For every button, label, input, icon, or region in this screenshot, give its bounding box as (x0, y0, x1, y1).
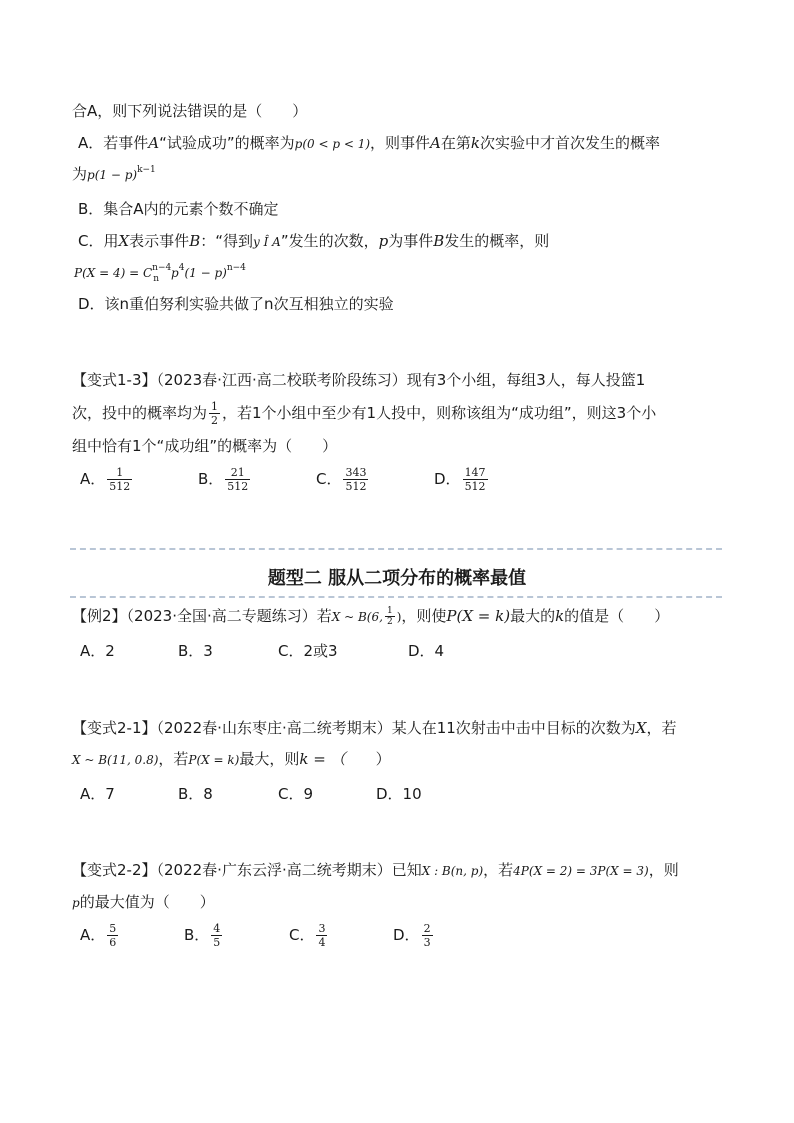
q2-stem-line2: 次，投中的概率均为 $\frac{1}{2}$ ，若1个小组中至少有1人投中，则称该组为“成功组”，则这3个小 (72, 400, 657, 427)
q2-option-b[interactable]: B． $\frac{21}{512}$ (198, 466, 249, 493)
q3-option-b[interactable]: B．3 (178, 642, 213, 660)
q1-option-a-line2: 为$p(1 - p)^{k-1}$ (72, 165, 156, 183)
q1-stem: 合A，则下列说法错误的是（ ） (72, 102, 308, 120)
q4-option-c[interactable]: C．9 (278, 785, 314, 803)
q1-option-d: D．该n重伯努利实验共做了n次互相独立的实验 (78, 295, 394, 313)
q3-option-d[interactable]: D．4 (408, 642, 445, 660)
q1-option-c-formula: $P(X = 4) = C^{n-4}_n$ $p^4(1 - p)^{n-4}$ (74, 263, 246, 284)
q5-stem-line1: 【变式2-2】（2022春·广东云浮·高二统考期末）已知X : B(n, p)，若4P(X = 2) = 3P(X = 3)，则 (72, 861, 679, 879)
q1-option-c-line1: C．用X表示事件B：“得到y Î A”发生的次数，p为事件B发生的概率，则 (78, 232, 550, 250)
q2-fraction: $\frac{1}{2}$ (211, 400, 219, 427)
q2-option-d[interactable]: D． $\frac{147}{512}$ (434, 466, 486, 493)
q3-option-a[interactable]: A．2 (80, 642, 115, 660)
q2-stem-line1: 【变式1-3】（2023春·江西·高二校联考阶段练习）现有3个小组，每组3人，每人投篮1 (72, 371, 646, 389)
q5-option-b[interactable]: B． $\frac{4}{5}$ (184, 922, 221, 949)
section-title: 题型二 服从二项分布的概率最值 (267, 568, 527, 589)
q4-option-d[interactable]: D．10 (376, 785, 422, 803)
q3-option-c[interactable]: C．2或3 (278, 642, 338, 660)
q5-option-c[interactable]: C． $\frac{3}{4}$ (289, 922, 326, 949)
q2-stem-line3: 组中恰有1个“成功组”的概率为（ ） (72, 437, 338, 455)
q4-option-b[interactable]: B．8 (178, 785, 213, 803)
section-divider-bottom (70, 596, 722, 598)
q4-stem-line1: 【变式2-1】（2022春·山东枣庄·高二统考期末）某人在11次射击中击中目标的次数为X，若 (72, 719, 677, 737)
q1-option-a-line1: A．若事件A“试验成功”的概率为p(0 < p < 1)，则事件A在第k次实验中才首次发生的概率 (78, 134, 661, 152)
q3-stem: 【例2】（2023·全国·高二专题练习）若X ~ B(6, $\frac{1}{2}$ )，则使P(X = k)最大的k的值是（ ） (72, 606, 670, 627)
q5-option-d[interactable]: D． $\frac{2}{3}$ (393, 922, 431, 949)
q1-option-b: B．集合A内的元素个数不确定 (78, 200, 279, 218)
q4-option-a[interactable]: A．7 (80, 785, 115, 803)
q2-option-a[interactable]: A． $\frac{1}{512}$ (80, 466, 131, 493)
q2-option-c[interactable]: C． $\frac{343}{512}$ (316, 466, 367, 493)
q5-option-a[interactable]: A． $\frac{5}{6}$ (80, 922, 117, 949)
q4-stem-line2: X ~ B(11, 0.8)，若P(X = k)最大，则k = （ ） (72, 750, 391, 768)
section-divider-top (70, 548, 722, 550)
q5-stem-line2: p的最大值为（ ） (72, 893, 215, 911)
